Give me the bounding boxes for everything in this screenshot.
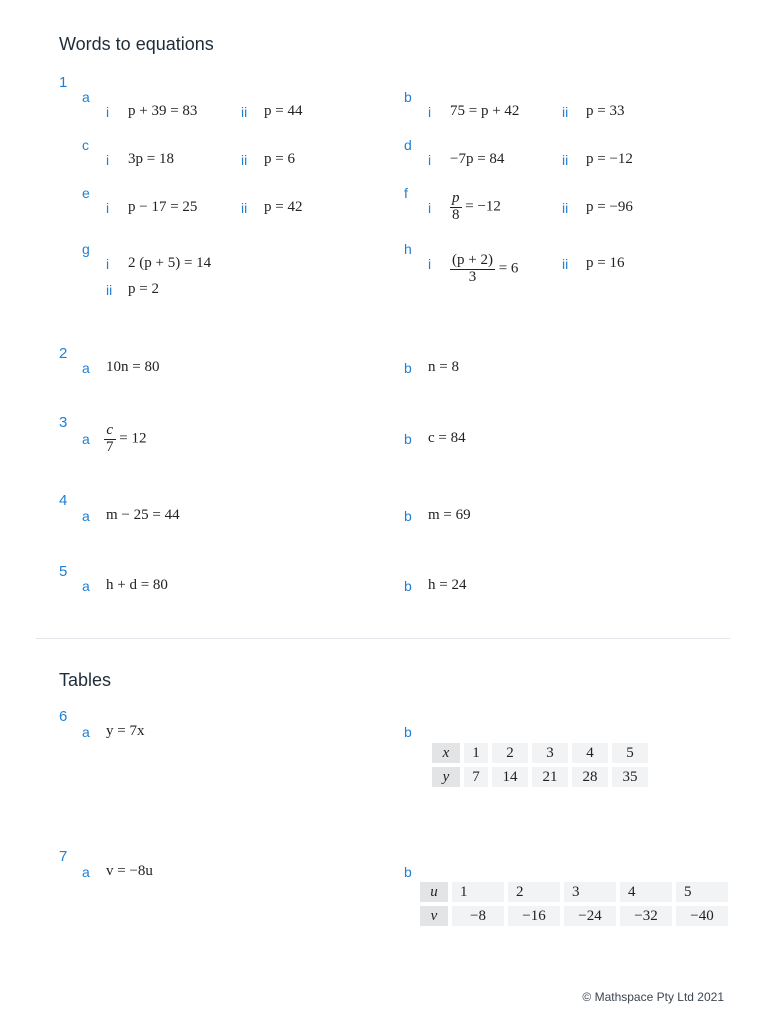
table-row <box>420 882 728 902</box>
solution: m = 69 <box>428 507 471 523</box>
solution: p = −12 <box>586 151 633 167</box>
table-cell: 14 <box>492 767 528 787</box>
table-header-cell: u <box>420 882 448 902</box>
question-number: 4 <box>59 492 68 509</box>
table-cell: 3 <box>564 882 616 902</box>
solution: p = 16 <box>586 255 625 271</box>
section-title-tables: Tables <box>59 670 112 690</box>
equation: p − 17 = 25 <box>128 199 198 215</box>
equation-rest: = 6 <box>498 260 519 277</box>
part-label: b <box>404 508 412 524</box>
table-header-cell: x <box>432 743 460 763</box>
question-number: 5 <box>59 563 68 580</box>
part-label: b <box>404 578 412 594</box>
solution: c = 84 <box>428 430 466 446</box>
subpart-label: ii <box>241 104 248 120</box>
subpart-label: ii <box>241 152 248 168</box>
fraction <box>104 423 116 456</box>
equation-rest: = −12 <box>465 198 501 215</box>
section-title-words-to-equations: Words to equations <box>59 34 214 54</box>
subpart-label: i <box>428 152 432 168</box>
subpart-label: ii <box>106 282 113 298</box>
part-label: d <box>404 137 412 153</box>
equation-fraction <box>450 253 518 286</box>
table-cell: −24 <box>564 906 616 926</box>
fraction-numerator: c <box>104 423 116 440</box>
table-cell: 1 <box>464 743 488 763</box>
part-label: c <box>82 137 89 153</box>
fraction-denominator: 7 <box>106 438 114 455</box>
part-label: a <box>82 508 90 524</box>
part-label: f <box>404 185 408 201</box>
solution: p = 33 <box>586 103 625 119</box>
value-table <box>428 739 652 791</box>
part-label: a <box>82 89 90 105</box>
table-header-cell: y <box>432 767 460 787</box>
part-label: a <box>82 864 90 880</box>
solution: h = 24 <box>428 577 467 593</box>
table-cell: 3 <box>532 743 568 763</box>
subpart-label: i <box>106 256 110 272</box>
table-cell: 28 <box>572 767 608 787</box>
equation: v = −8u <box>106 863 153 879</box>
table-cell: 4 <box>620 882 672 902</box>
subpart-label: ii <box>562 256 569 272</box>
subpart-label: i <box>428 200 432 216</box>
question-number: 1 <box>59 74 68 91</box>
value-table <box>416 878 732 930</box>
equation: h + d = 80 <box>106 577 168 593</box>
equation: 2 (p + 5) = 14 <box>128 255 212 271</box>
equation-rest: = 12 <box>119 430 147 447</box>
table-cell: −8 <box>452 906 504 926</box>
question-number: 7 <box>59 848 68 865</box>
table-cell: −16 <box>508 906 560 926</box>
fraction-numerator: p <box>452 190 460 206</box>
equation-fraction <box>450 191 501 224</box>
equation: 3p = 18 <box>128 151 174 167</box>
equation: m − 25 = 44 <box>106 507 180 523</box>
part-label: b <box>404 89 412 105</box>
equation: p + 39 = 83 <box>128 103 198 119</box>
solution: p = 44 <box>264 103 303 119</box>
part-label: a <box>82 724 90 740</box>
part-label: h <box>404 241 412 257</box>
question-number: 3 <box>59 414 68 431</box>
solution: p = −96 <box>586 199 633 215</box>
solution: n = 8 <box>428 359 459 375</box>
part-label: b <box>404 360 412 376</box>
table-cell: 7 <box>464 767 488 787</box>
subpart-label: i <box>428 256 432 272</box>
part-label: a <box>82 431 90 447</box>
table-cell: 4 <box>572 743 608 763</box>
subpart-label: ii <box>241 200 248 216</box>
equation: 10n = 80 <box>106 359 160 375</box>
question-number: 6 <box>59 708 68 725</box>
table-cell: 2 <box>492 743 528 763</box>
table-row <box>420 906 728 926</box>
fraction-denominator: 3 <box>468 268 477 285</box>
fraction <box>450 253 495 286</box>
fraction-numerator: (p + 2) <box>452 252 493 268</box>
solution: p = 2 <box>128 281 159 297</box>
table-cell: 5 <box>676 882 728 902</box>
subpart-label: i <box>106 152 110 168</box>
section-divider <box>36 638 730 639</box>
table-row <box>432 743 648 763</box>
subpart-label: ii <box>562 152 569 168</box>
subpart-label: i <box>428 104 432 120</box>
part-label: b <box>404 431 412 447</box>
table-cell: 2 <box>508 882 560 902</box>
table-cell: −32 <box>620 906 672 926</box>
part-label: b <box>404 864 412 880</box>
subpart-label: ii <box>562 200 569 216</box>
part-label: e <box>82 185 90 201</box>
equation: y = 7x <box>106 723 145 739</box>
equation-fraction <box>104 423 146 456</box>
part-label: a <box>82 360 90 376</box>
copyright-footer: © Mathspace Pty Ltd 2021 <box>582 990 724 1004</box>
table-cell: 5 <box>612 743 648 763</box>
table-cell: 21 <box>532 767 568 787</box>
table-header-cell: v <box>420 906 448 926</box>
table-cell: 1 <box>452 882 504 902</box>
table-row <box>432 767 648 787</box>
part-label: a <box>82 578 90 594</box>
subpart-label: i <box>106 104 110 120</box>
equation: 75 = p + 42 <box>450 103 520 119</box>
subpart-label: i <box>106 200 110 216</box>
part-label: b <box>404 724 412 740</box>
fraction <box>450 191 462 224</box>
part-label: g <box>82 241 90 257</box>
equation: −7p = 84 <box>450 151 505 167</box>
fraction-denominator: 8 <box>452 206 460 223</box>
table-cell: 35 <box>612 767 648 787</box>
solution: p = 6 <box>264 151 295 167</box>
question-number: 2 <box>59 345 68 362</box>
subpart-label: ii <box>562 104 569 120</box>
solution: p = 42 <box>264 199 303 215</box>
table-cell: −40 <box>676 906 728 926</box>
